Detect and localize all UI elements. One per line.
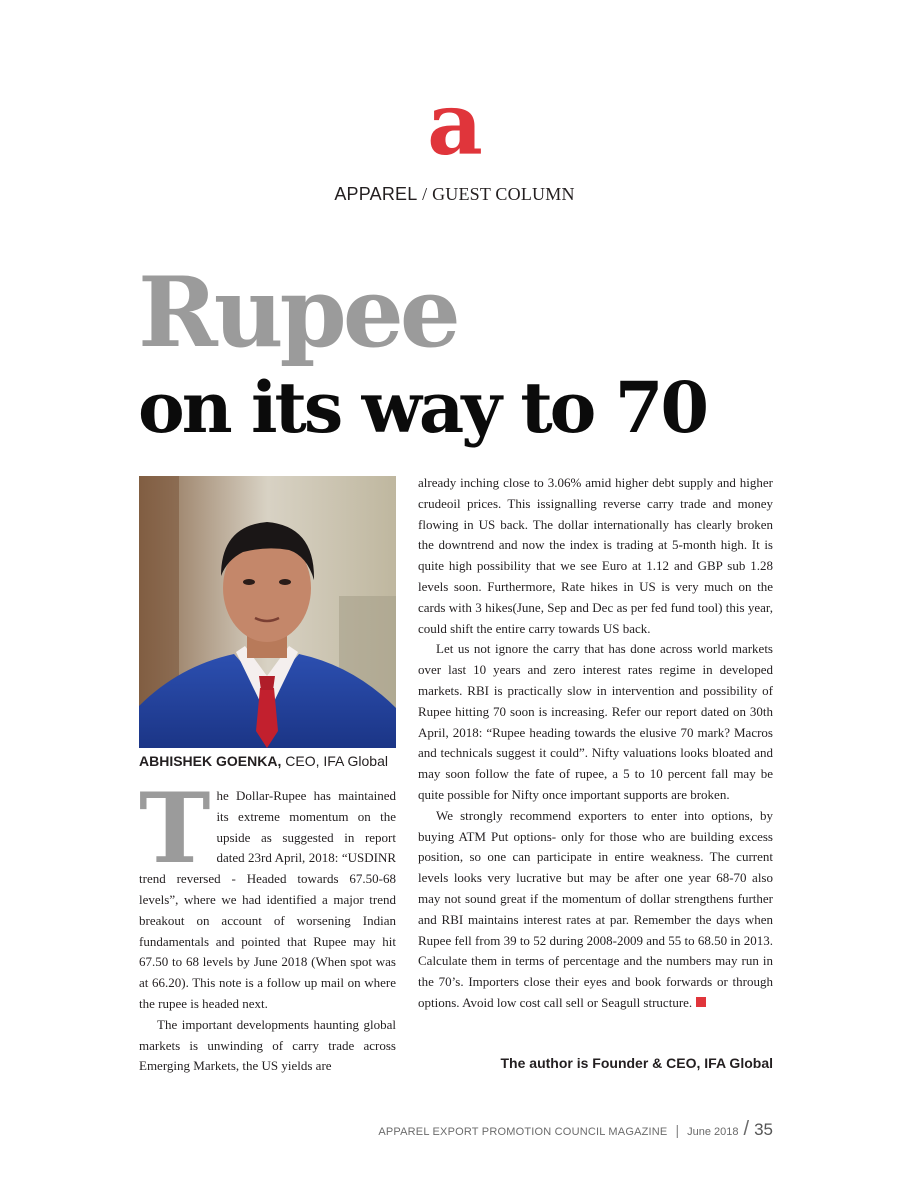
end-of-article-icon xyxy=(696,997,706,1007)
article-column-left xyxy=(139,772,396,1077)
paragraph-4: Let us not ignore the carry that has done across world markets over last 10 years and zero interest rates regime in developed markets. RBI is practically slow in intervention and possibility of Rupee hitting 70 soon is increasing. Refer our report dated on 30th April, 2018: “Rupee heading towards the elusive 70 mark? Macros and technicals suggest it could”. Nifty valuations looks bloated and may soon follow the fate of rupee, a 5 to 10 percent fall may be quite possible for Nifty once important supports are broken. xyxy=(418,641,773,802)
section-secondary: GUEST COLUMN xyxy=(432,184,575,204)
magazine-logo: a xyxy=(427,74,483,175)
headline-line-2: on its way to 70 xyxy=(138,366,707,449)
footer-date: June 2018 xyxy=(687,1126,739,1138)
author-note: The author is Founder & CEO, IFA Global xyxy=(500,1055,773,1071)
section-primary: APPAREL xyxy=(334,184,418,204)
paragraph-1-text: he Dollar-Rupee has maintained its extreme momentum on the upside as suggested in report dated 23rd April, 2018: “USDINR trend reversed - Headed towards 67.50-68 levels”, where we had identified a major trend breakout on account of worsening Indian fundamentals and pointed that Rupee may hit 67.50 to 68 levels by June 2018 (When spot was at 66.20). This note is a follow up mail on where the rupee is headed next. xyxy=(139,788,396,1011)
footer-slash: / xyxy=(743,1118,750,1140)
paragraph-1 xyxy=(139,772,396,1015)
paragraph-5 xyxy=(418,806,773,1014)
author-photo xyxy=(139,476,396,748)
paragraph-2: The important developments haunting global markets is unwinding of carry trade across Emerging Markets, the US yields are xyxy=(139,1016,396,1074)
section-label xyxy=(0,184,909,205)
footer-separator: | xyxy=(675,1122,680,1138)
paragraph-3: already inching close to 3.06% amid higher debt supply and higher crudeoil prices. This issignalling reverse carry trade and money flowing in US back. The dollar internationally has clearly broken the downtrend and now the index is trading at 5-month high. It is quite high possibility that we see Euro at 1.12 and GBP sub 1.28 levels soon. Furthermore, Rate hikes in US is very much on the cards with 3 hikes(June, Sep and Dec as per fed fund tool) this year, could shift the entire carry towards US back. xyxy=(418,475,773,636)
headline-line-1: Rupee xyxy=(138,256,457,369)
page-number: 35 xyxy=(754,1120,773,1139)
drop-cap: T xyxy=(139,772,211,885)
photo-caption xyxy=(139,753,409,769)
paragraph-5-text: We strongly recommend exporters to enter into options, by buying ATM Put options- only for those who are building excess position, so one can participate in entire weakness. The current levels looks very lucrative but may be after one year 68-70 also may not sound great if the momentum of dollar strengthens further and RBI maintains interest rates at par. Remember the days when Rupee fell from 39 to 52 during 2008-2009 and 55 to 68.50 in 2013. Calculate them in terms of percentage and the numbers may run in the 70’s. Importers close their eyes and book forwards or through options. Avoid low cost call sell or Seagull structure. xyxy=(418,807,773,1010)
page-footer xyxy=(378,1118,773,1141)
article-column-right xyxy=(418,473,773,1014)
footer-magazine-name: APPAREL EXPORT PROMOTION COUNCIL MAGAZINE xyxy=(378,1126,668,1138)
section-separator: / xyxy=(422,184,428,204)
author-name: ABHISHEK GOENKA, xyxy=(139,753,282,769)
author-role: CEO, IFA Global xyxy=(285,753,388,769)
